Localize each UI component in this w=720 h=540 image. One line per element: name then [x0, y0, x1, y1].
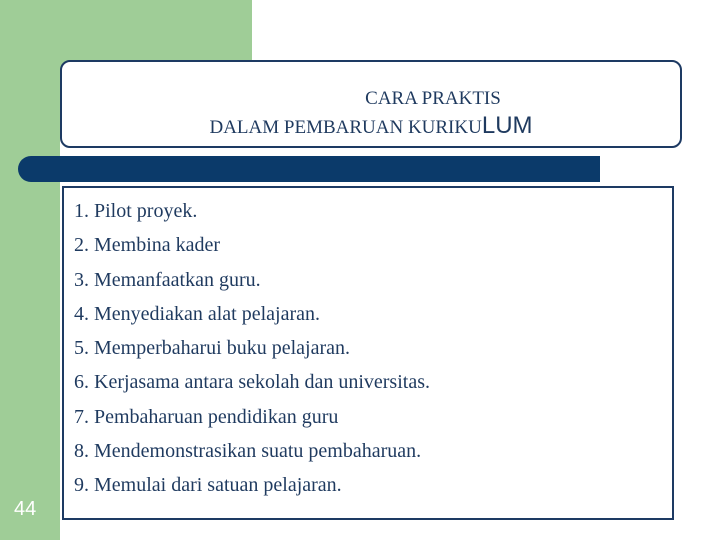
title-line-2-main: DALAM PEMBARUAN KURIKU: [209, 117, 482, 138]
list-item: 5. Memperbaharui buku pelajaran.: [74, 337, 351, 360]
divider-bar: [18, 156, 600, 182]
title-box: [60, 60, 682, 148]
list-item: 3. Memanfaatkan guru.: [74, 268, 261, 291]
list-item: 8. Mendemonstrasikan suatu pembaharuan.: [74, 440, 422, 463]
list-item: 2. Membina kader: [74, 234, 221, 257]
list-item: 1. Pilot proyek.: [74, 200, 198, 222]
content-box: [62, 186, 674, 520]
item-list: [74, 194, 430, 503]
title-line-2-tail: LUM: [481, 112, 533, 139]
list-item: 4. Menyediakan alat pelajaran.: [74, 302, 320, 325]
title-line-2: [62, 112, 680, 140]
list-item: 7. Pembaharuan pendidikan guru: [74, 405, 339, 428]
page-number: 44: [14, 498, 37, 520]
list-item: 6. Kerjasama antara sekolah dan universitas.: [74, 371, 430, 394]
title-line-1: CARA PRAKTIS: [365, 88, 501, 109]
list-item: 9. Memulai dari satuan pelajaran.: [74, 474, 342, 497]
left-green-band: [0, 0, 60, 540]
